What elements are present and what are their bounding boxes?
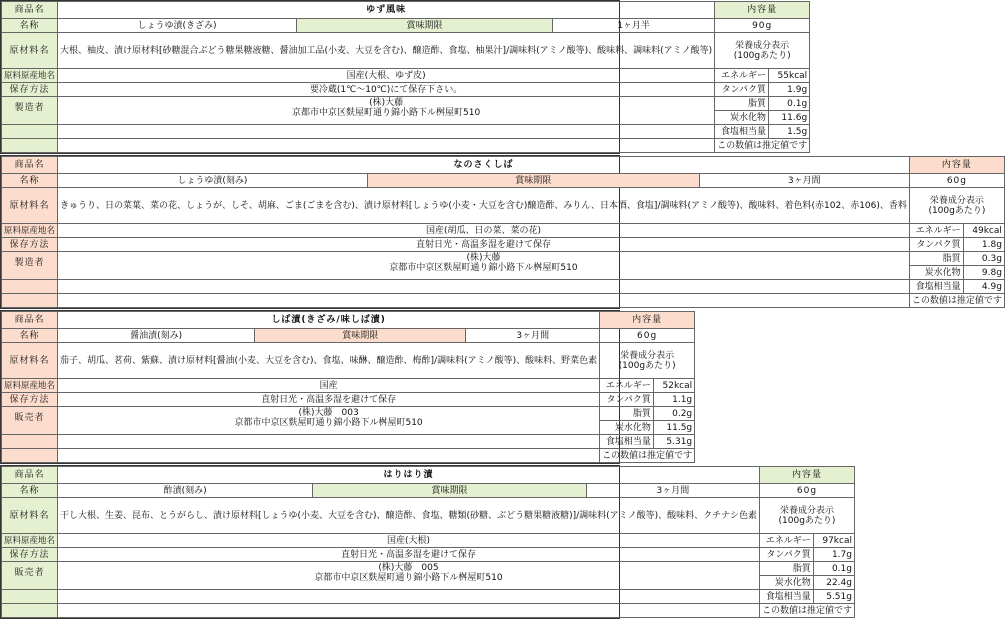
nutrition-value: 1.1g xyxy=(653,393,694,407)
nutrition-title xyxy=(600,343,695,379)
blank-cell xyxy=(58,604,760,618)
name-label: 名称 xyxy=(2,484,58,498)
origin-label: 原料原産地名 xyxy=(2,534,58,548)
materials-text: 大根、柚皮、漬け原材料[砂糖混合ぶどう糖果糖液糖、醤油加工品(小麦、大豆を含む)、醸造酢、食塩、柚果汁]/調味料(アミノ酸等)、酸味料、調味料(アミノ酸等) xyxy=(58,33,715,69)
nutrition-title-text: 栄養成分表示 xyxy=(735,40,790,51)
nutrition-value: 5.31g xyxy=(653,435,694,449)
product-name-label: 商品名 xyxy=(2,2,58,19)
storage-value: 直射日光・高温多湿を避けて保存 xyxy=(58,393,600,407)
origin-value: 国産 xyxy=(58,379,600,393)
nutrition-label: 脂質 xyxy=(759,562,813,576)
nutrition-basis: (100gあたり) xyxy=(928,205,986,216)
product-name-label: 商品名 xyxy=(2,157,58,174)
nutrition-value: 1.9g xyxy=(768,83,809,97)
nutrition-value: 5.51g xyxy=(813,590,854,604)
nutrition-label: 食塩相当量 xyxy=(759,590,813,604)
expiry-label: 賞味期限 xyxy=(367,174,699,188)
maker-name: (株)大藤 xyxy=(369,98,404,108)
label-table xyxy=(1,1,810,153)
product-name-label: 商品名 xyxy=(2,467,58,484)
origin-value: 国産(大根) xyxy=(58,534,760,548)
expiry-value: 3ヶ月間 xyxy=(699,174,909,188)
maker-address: 京都市中京区麩屋町通り錦小路下ル桝屋町510 xyxy=(314,573,503,583)
nutrition-value: 0.1g xyxy=(768,97,809,111)
nutrition-value: 0.3g xyxy=(963,252,1004,266)
nutrition-title xyxy=(759,498,854,534)
storage-label: 保存方法 xyxy=(2,393,58,407)
expiry-label: 賞味期限 xyxy=(296,19,552,33)
nutrition-label: 脂質 xyxy=(909,252,963,266)
blank-cell xyxy=(2,280,58,294)
product-name: しば漬(きざみ/味しば漬) xyxy=(58,312,600,329)
materials-text: 茄子、胡瓜、茗荷、紫蘇、漬け原材料[醤油(小麦、大豆を含む)、食塩、味醂、醸造酢、梅酢]/調味料(アミノ酸等)、酸味料、野菜色素 xyxy=(58,343,600,379)
nutrition-value: 0.1g xyxy=(813,562,854,576)
maker-info xyxy=(58,407,600,435)
nutrition-value: 49kcal xyxy=(963,224,1004,238)
maker-address: 京都市中京区麩屋町通り錦小路下ル桝屋町510 xyxy=(291,108,481,118)
nutrition-label: エネルギー xyxy=(909,224,963,238)
materials-text: きゅうり、日の菜葉、菜の花、しょうが、しそ、胡麻、ごま(ごまを含む)、漬け原材料[しょうゆ(小麦・大豆を含む)醸造酢、みりん、日本酒、食塩]/調味料(アミノ酸等)、酸味料、着色料(赤102、赤106)、香料 xyxy=(58,188,910,224)
label-table xyxy=(1,466,855,618)
nutrition-label: エネルギー xyxy=(715,69,769,83)
nutrition-value: 11.6g xyxy=(768,111,809,125)
materials-label: 原材料名 xyxy=(2,33,58,69)
blank-cell xyxy=(2,139,58,153)
nutrition-label: 食塩相当量 xyxy=(600,435,654,449)
maker-label: 販売者 xyxy=(2,562,58,590)
nutrition-basis: (100gあたり) xyxy=(733,50,791,61)
maker-address: 京都市中京区麩屋町通り錦小路下ル桝屋町510 xyxy=(234,418,423,428)
nutrition-title xyxy=(909,188,1004,224)
maker-address: 京都市中京区麩屋町通り錦小路下ル桝屋町510 xyxy=(389,263,578,273)
label-table xyxy=(1,156,1005,308)
content-value: 60g xyxy=(909,174,1004,188)
nutrition-label: 炭水化物 xyxy=(759,576,813,590)
nutrition-label: タンパク質 xyxy=(759,548,813,562)
maker-info xyxy=(58,562,760,590)
blank-cell xyxy=(2,125,58,139)
blank-cell xyxy=(58,294,910,308)
origin-value: 国産(胡瓜、日の菜、菜の花) xyxy=(58,224,910,238)
blank-cell xyxy=(58,435,600,449)
content-header: 内容量 xyxy=(715,2,810,19)
nutrition-value: 22.4g xyxy=(813,576,854,590)
product-label xyxy=(0,155,1002,309)
maker-name: (株)大藤 xyxy=(466,253,501,263)
materials-label: 原材料名 xyxy=(2,498,58,534)
blank-cell xyxy=(58,139,715,153)
nutrition-title xyxy=(715,33,810,69)
maker-label: 販売者 xyxy=(2,407,58,435)
origin-value: 国産(大根、ゆず皮) xyxy=(58,69,715,83)
product-label xyxy=(0,310,693,464)
nutrition-title-text: 栄養成分表示 xyxy=(929,195,984,206)
expiry-value: 3ヶ月間 xyxy=(466,329,600,343)
nutrition-note: この数値は推定値です xyxy=(715,139,810,153)
origin-label: 原料原産地名 xyxy=(2,224,58,238)
product-label xyxy=(0,465,852,619)
storage-label: 保存方法 xyxy=(2,238,58,252)
nutrition-value: 1.5g xyxy=(768,125,809,139)
nutrition-title-text: 栄養成分表示 xyxy=(779,505,834,516)
nutrition-note: この数値は推定値です xyxy=(600,449,695,463)
content-value: 90g xyxy=(715,19,810,33)
nutrition-value: 55kcal xyxy=(768,69,809,83)
content-header: 内容量 xyxy=(909,157,1004,174)
materials-label: 原材料名 xyxy=(2,343,58,379)
expiry-label: 賞味期限 xyxy=(255,329,466,343)
materials-label: 原材料名 xyxy=(2,188,58,224)
product-name: なのさくしば xyxy=(58,157,910,174)
name-label: 名称 xyxy=(2,174,58,188)
expiry-value: 1ヶ月半 xyxy=(552,19,714,33)
nutrition-label: 脂質 xyxy=(600,407,654,421)
storage-value: 直射日光・高温多湿を避けて保存 xyxy=(58,548,760,562)
maker-label: 製造者 xyxy=(2,97,58,125)
blank-cell xyxy=(58,590,760,604)
nutrition-label: タンパク質 xyxy=(909,238,963,252)
nutrition-value: 11.5g xyxy=(653,421,694,435)
nutrition-label: 食塩相当量 xyxy=(715,125,769,139)
nutrition-value: 0.2g xyxy=(653,407,694,421)
content-value: 60g xyxy=(759,484,854,498)
product-label xyxy=(0,0,808,154)
nutrition-basis: (100gあたり) xyxy=(618,360,676,371)
nutrition-label: 食塩相当量 xyxy=(909,280,963,294)
maker-label: 製造者 xyxy=(2,252,58,280)
category-value: しょうゆ漬(刻み) xyxy=(58,174,368,188)
nutrition-value: 1.7g xyxy=(813,548,854,562)
expiry-label: 賞味期限 xyxy=(313,484,586,498)
nutrition-note: この数値は推定値です xyxy=(759,604,854,618)
origin-label: 原料原産地名 xyxy=(2,379,58,393)
nutrition-label: 炭水化物 xyxy=(600,421,654,435)
nutrition-label: 炭水化物 xyxy=(909,266,963,280)
blank-cell xyxy=(58,280,910,294)
category-value: 酢漬(刻み) xyxy=(58,484,313,498)
blank-cell xyxy=(2,435,58,449)
nutrition-basis: (100gあたり) xyxy=(778,515,836,526)
storage-value: 要冷蔵(1℃～10℃)にて保存下さい。 xyxy=(58,83,715,97)
blank-cell xyxy=(2,590,58,604)
storage-value: 直射日光・高温多湿を避けて保存 xyxy=(58,238,910,252)
nutrition-value: 4.9g xyxy=(963,280,1004,294)
name-label: 名称 xyxy=(2,329,58,343)
nutrition-value: 9.8g xyxy=(963,266,1004,280)
nutrition-note: この数値は推定値です xyxy=(909,294,1004,308)
storage-label: 保存方法 xyxy=(2,548,58,562)
blank-cell xyxy=(2,294,58,308)
nutrition-label: タンパク質 xyxy=(715,83,769,97)
product-name: はりはり漬 xyxy=(58,467,760,484)
nutrition-label: 炭水化物 xyxy=(715,111,769,125)
blank-cell xyxy=(2,449,58,463)
origin-label: 原料原産地名 xyxy=(2,69,58,83)
product-name: ゆず風味 xyxy=(58,2,715,19)
category-value: 醤油漬(刻み) xyxy=(58,329,255,343)
materials-text: 干し大根、生姜、昆布、とうがらし、漬け原材料[しょうゆ(小麦、大豆を含む)、醸造酢、食塩、糖類(砂糖、ぶどう糖果糖液糖)]/調味料(アミノ酸等)、酸味料、クチナシ色素 xyxy=(58,498,760,534)
blank-cell xyxy=(58,125,715,139)
nutrition-label: タンパク質 xyxy=(600,393,654,407)
nutrition-value: 1.8g xyxy=(963,238,1004,252)
maker-info xyxy=(58,97,715,125)
blank-cell xyxy=(2,604,58,618)
expiry-value: 3ヶ月間 xyxy=(586,484,759,498)
blank-cell xyxy=(58,449,600,463)
nutrition-value: 52kcal xyxy=(653,379,694,393)
category-value: しょうゆ漬(きざみ) xyxy=(58,19,297,33)
content-value: 60g xyxy=(600,329,695,343)
nutrition-title-text: 栄養成分表示 xyxy=(620,350,675,361)
name-label: 名称 xyxy=(2,19,58,33)
storage-label: 保存方法 xyxy=(2,83,58,97)
content-header: 内容量 xyxy=(600,312,695,329)
content-header: 内容量 xyxy=(759,467,854,484)
maker-name: (株)大藤 003 xyxy=(298,408,359,418)
nutrition-label: エネルギー xyxy=(759,534,813,548)
maker-name: (株)大藤 005 xyxy=(378,563,439,573)
label-table xyxy=(1,311,695,463)
nutrition-label: 脂質 xyxy=(715,97,769,111)
maker-info xyxy=(58,252,910,280)
product-name-label: 商品名 xyxy=(2,312,58,329)
nutrition-label: エネルギー xyxy=(600,379,654,393)
nutrition-value: 97kcal xyxy=(813,534,854,548)
